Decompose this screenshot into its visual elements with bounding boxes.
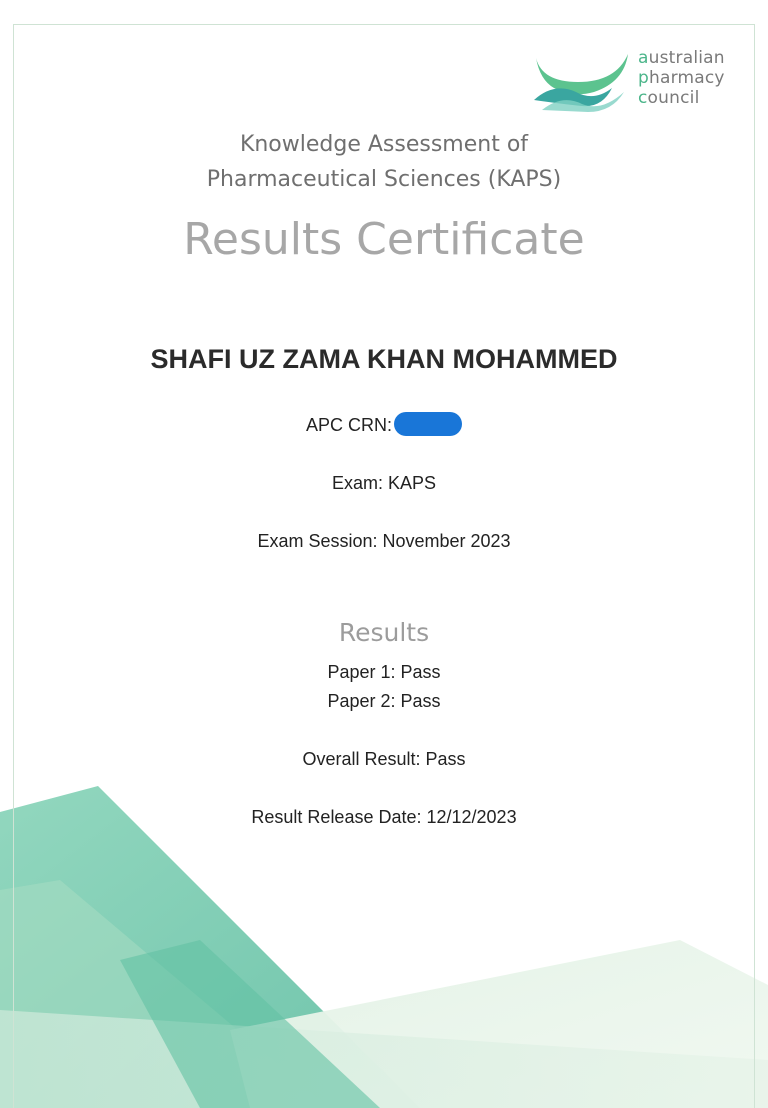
apc-wave-logo-icon: [532, 48, 632, 112]
exam-subtitle-line1: Knowledge Assessment of: [239, 132, 529, 157]
overall-result: Overall Result: Pass: [302, 749, 466, 769]
exam-field: Exam: KAPS: [331, 473, 437, 493]
paper-1-result: Paper 1: Pass: [327, 662, 441, 682]
candidate-name: SHAFI UZ ZAMA KHAN MOHAMMED: [150, 344, 618, 374]
apc-crn-field: [0, 414, 768, 438]
result-release-date: Result Release Date: 12/12/2023: [251, 807, 517, 827]
apc-logo-text: [638, 48, 725, 108]
apc-crn-label: APC CRN:: [305, 414, 392, 435]
paper-2-result: Paper 2: Pass: [327, 691, 441, 711]
logo-line-australian: australian: [638, 48, 725, 68]
exam-session-field: Exam Session: November 2023: [257, 531, 511, 551]
logo-line-council: council: [638, 88, 700, 108]
apc-logo: [532, 48, 742, 112]
results-heading: Results: [338, 618, 430, 647]
logo-line-pharmacy: pharmacy: [638, 68, 725, 88]
exam-subtitle-line2: Pharmaceutical Sciences (KAPS): [206, 167, 562, 192]
certificate-title: Results Certificate: [183, 214, 585, 265]
apc-crn-redacted-value: [394, 412, 462, 436]
